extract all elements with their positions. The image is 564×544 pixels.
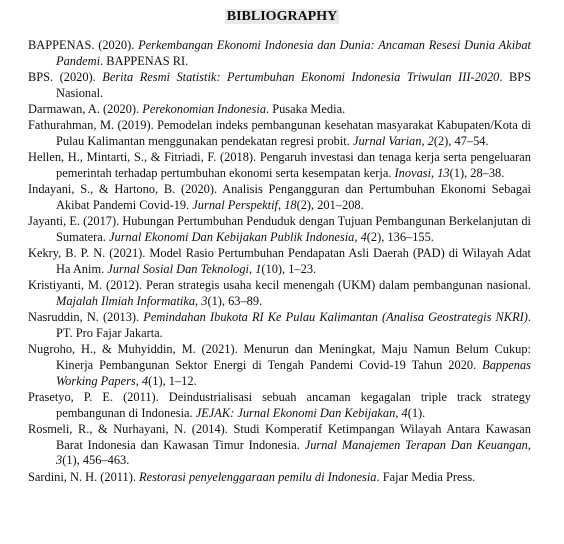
reference-entry (28, 102, 531, 118)
ref-text: Hellen, H., Mintarti, S., & Fitriadi, F. (2018). Pengaruh investasi dan tenaga kerja serta pengeluaran pemerintah terhadap pertumbuhan ekonomi serta kesempatan kerja. (28, 150, 531, 180)
ref-text: Jayanti, E. (2017). Hubungan Pertumbuhan Penduduk dengan Tujuan Pembangunan Berkelanjutan di Sumatera. (28, 214, 531, 244)
ref-sep: , (431, 166, 438, 180)
ref-tail: . Fajar Media Press. (376, 469, 476, 484)
ref-text: Kristiyanti, M. (2012). Peran strategis usaha kecil menengah (UKM) dalam pembangunan nasional. (28, 278, 531, 293)
ref-title: Perkembangan Ekonomi Indonesia dan Dunia: Ancaman Resesi Dunia Akibat Pandemi (56, 38, 531, 68)
ref-sep: , (248, 262, 256, 276)
reference-entry (28, 70, 531, 101)
ref-volume: 4 (141, 373, 149, 388)
ref-volume: 3 (56, 453, 63, 468)
ref-text: Nugroho, H., & Muhyiddin, M. (2021). Menurun dan Meningkat, Maju Namun Belum Cukup: Kinerja Pembangunan Sektor Energi di Tengah Pandemi Covid-19 Tahun 2020. (28, 342, 531, 372)
ref-journal: JEJAK: Jurnal Ekonomi Dan Kebijakan (195, 405, 396, 420)
reference-entry (28, 422, 531, 469)
ref-text: Rosmeli, R., & Nurhayani, N. (2014). Studi Komperatif Ketimpangan Wilayah Antara Kawasan Barat Indonesia dan Kawasan Timur Indonesia. (28, 422, 531, 452)
reference-entry (28, 118, 531, 149)
ref-volume: 3 (201, 294, 208, 308)
reference-entry (28, 342, 531, 389)
ref-tail: (10), 1–23. (261, 262, 317, 276)
ref-sep: , (527, 437, 531, 452)
ref-text: BPS. (2020). (28, 70, 103, 84)
ref-tail: (2), 201–208. (296, 198, 364, 212)
ref-sep: , (395, 405, 402, 420)
ref-tail: . BPS Nasional. (56, 70, 531, 100)
reference-entry (28, 150, 531, 181)
ref-volume: 18 (284, 198, 297, 212)
ref-sep: , (277, 198, 285, 212)
ref-sep: , (195, 294, 202, 308)
ref-volume: 1 (255, 262, 262, 276)
ref-tail: (1), 456–463. (62, 453, 130, 468)
page-title (0, 9, 564, 25)
ref-text: BAPPENAS. (2020). (28, 38, 139, 52)
reference-entry (28, 214, 531, 245)
ref-volume: 13 (437, 166, 450, 180)
ref-journal: Bappenas Working Papers (56, 358, 531, 388)
ref-tail: . Pusaka Media. (266, 102, 346, 116)
reference-entry (28, 182, 531, 213)
ref-volume: 4 (360, 230, 367, 244)
ref-title: Restorasi penyelenggaraan pemilu di Indonesia (139, 469, 377, 484)
reference-entry (28, 246, 531, 277)
ref-journal: Jurnal Manajemen Terapan Dan Keuangan (304, 437, 528, 452)
ref-tail: (1), 28–38. (449, 166, 505, 180)
ref-text: Prasetyo, P. E. (2011). Deindustrialisasi sebuah ancaman kegagalan triple track strategy pembangunan di Indonesia. (28, 390, 531, 420)
ref-title: Berita Resmi Statistik: Pertumbuhan Ekonomi Indonesia Triwulan III-2020 (102, 70, 500, 84)
reference-entry (28, 38, 531, 69)
ref-journal: Jurnal Varian (352, 134, 422, 148)
ref-text: Fathurahman, M. (2019). Pemodelan indeks pembangunan kesehatan masyarakat Kabupaten/Kota di Pulau Kalimantan menggunakan pendekatan regresi probit. (28, 118, 531, 148)
ref-sep: , (135, 373, 142, 388)
ref-title: Perekonomian Indonesia (142, 102, 267, 116)
ref-sep: , (354, 230, 361, 244)
ref-title: Pemindahan Ibukota RI Ke Pulau Kalimantan (Analisa Geostrategis NKRI) (143, 310, 528, 325)
ref-volume: 2 (427, 134, 434, 148)
reference-entry (28, 278, 531, 309)
ref-tail: . BAPPENAS RI. (100, 53, 189, 68)
ref-tail: (2), 47–54. (433, 134, 489, 148)
reference-list (28, 38, 531, 486)
ref-journal: Inovasi (394, 166, 432, 180)
ref-journal: Jurnal Perspektif (192, 198, 278, 212)
ref-tail: (1). (407, 405, 426, 420)
ref-journal: Majalah Ilmiah Informatika (56, 294, 196, 308)
ref-tail: (1), 63–89. (207, 294, 263, 308)
ref-volume: 4 (401, 405, 408, 420)
ref-tail: . PT. Pro Fajar Jakarta. (56, 310, 532, 340)
ref-journal: Jurnal Sosial Dan Teknologi (107, 262, 249, 276)
ref-text: Kekry, B. P. N. (2021). Model Rasio Pertumbuhan Pendapatan Asli Daerah (PAD) di Wilayah Adat Ha Anim. (28, 246, 531, 276)
ref-tail: (2), 136–155. (366, 230, 434, 244)
title-text: BIBLIOGRAPHY (226, 9, 338, 24)
ref-text: Nasruddin, N. (2013). (28, 310, 144, 325)
reference-entry (28, 310, 531, 341)
ref-text: Sardini, N. H. (2011). (28, 469, 140, 484)
ref-journal: Jurnal Ekonomi Dan Kebijakan Publik Indonesia (109, 230, 355, 244)
ref-sep: , (421, 134, 428, 148)
reference-entry (28, 470, 531, 486)
ref-tail: (1), 1–12. (148, 373, 197, 388)
ref-text: Indayani, S., & Hartono, B. (2020). Analisis Pengangguran dan Pertumbuhan Ekonomi Sebagai Akibat Pandemi Covid-19. (28, 182, 531, 212)
ref-text: Darmawan, A. (2020). (28, 102, 143, 116)
reference-entry (28, 390, 531, 421)
